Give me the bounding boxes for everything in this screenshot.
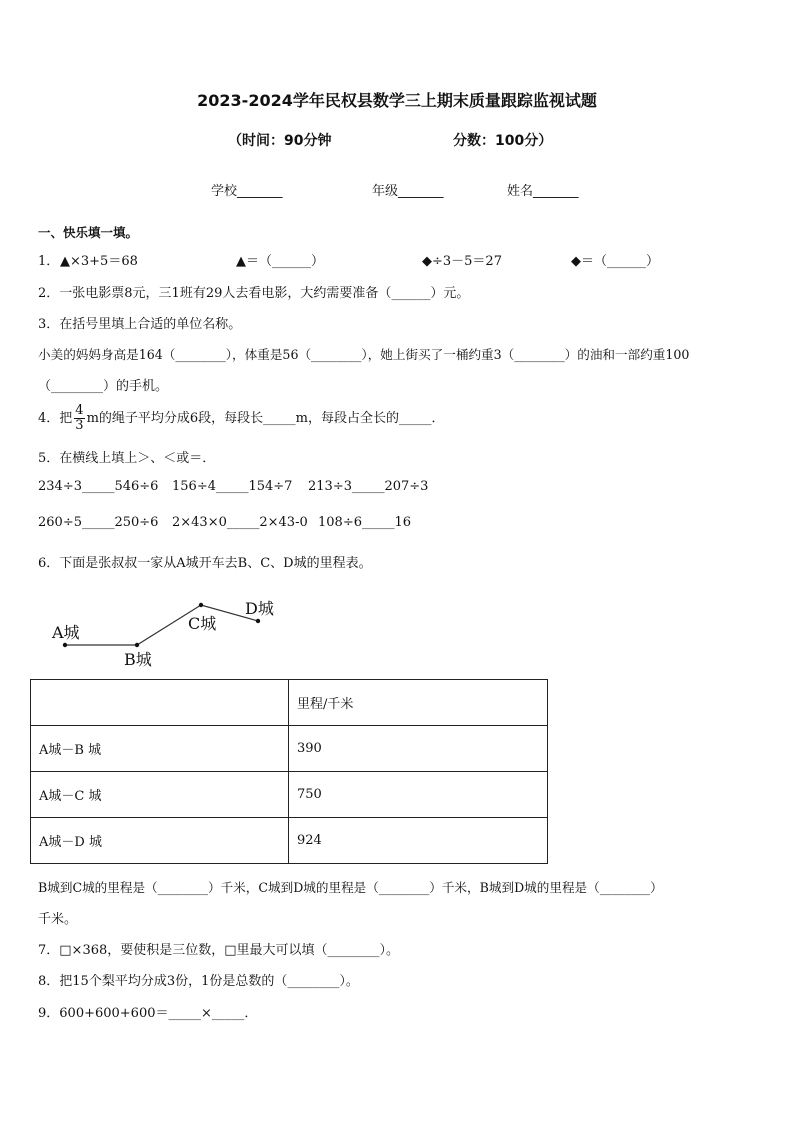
question-9: 9．600+600+600＝_____×_____． — [38, 1006, 258, 1021]
fraction-denominator: 3 — [75, 418, 84, 433]
table-cell-distance: 390 — [289, 726, 548, 772]
city-d-point — [256, 619, 260, 623]
question-1-number: 1． — [38, 254, 60, 269]
city-b-point — [135, 643, 139, 647]
school-field: 学校_______ — [211, 184, 283, 199]
question-7: 7．□×368，要使积是三位数，□里最大可以填（________）。 — [38, 943, 400, 958]
section-heading: 一、快乐填一填。 — [38, 225, 139, 240]
question-1-equation-b: ◆÷3－5＝27 — [422, 254, 502, 269]
question-4-prefix: 4．把 — [38, 411, 73, 426]
question-4 — [38, 404, 445, 433]
comparison-2: 156÷4_____154÷7 — [172, 479, 293, 494]
grade-field: 年级_______ — [372, 184, 444, 199]
question-8: 8．把15个梨平均分成3份，1份是总数的（________）。 — [38, 974, 359, 989]
question-6-answer-line-2: 千米。 — [38, 912, 78, 927]
city-a-point — [63, 643, 67, 647]
table-row — [31, 818, 548, 864]
question-3: 3．在括号里填上合适的单位名称。 — [38, 317, 242, 332]
table-cell-route: A城－D 城 — [31, 818, 289, 864]
question-6-answer-line-1: B城到C城的里程是（________）千米，C城到D城的里程是（________）千米，B城到D城的里程是（________） — [38, 880, 663, 895]
question-4-suffix: m的绳子平均分成6段，每段长_____m，每段占全长的_____． — [86, 411, 445, 426]
page-title: 2023-2024学年民权县数学三上期末质量跟踪监视试题 — [197, 91, 597, 110]
city-c-point — [199, 603, 203, 607]
table-row — [31, 726, 548, 772]
question-6: 6．下面是张叔叔一家从A城开车去B、C、D城的里程表。 — [38, 556, 372, 571]
comparison-1: 234÷3_____546÷6 — [38, 479, 159, 494]
route-line — [65, 605, 258, 645]
fraction — [74, 404, 84, 433]
table-header-row — [31, 680, 548, 726]
fraction-numerator: 4 — [75, 403, 84, 418]
city-a-label: A城 — [52, 623, 80, 642]
table-cell-route: A城－C 城 — [31, 772, 289, 818]
table-header-cell: 里程/千米 — [289, 680, 548, 726]
route-map — [40, 590, 300, 672]
city-b-label: B城 — [124, 650, 152, 669]
question-1-equation-a: ▲×3+5＝68 — [60, 254, 138, 269]
table-cell-distance: 750 — [289, 772, 548, 818]
city-c-label: C城 — [188, 614, 217, 633]
table-row — [31, 772, 548, 818]
city-d-label: D城 — [245, 599, 274, 618]
comparison-6: 108÷6_____16 — [318, 515, 412, 530]
question-1-answer-a: ▲＝（______） — [236, 254, 324, 269]
question-2: 2．一张电影票8元，三1班有29人去看电影，大约需要准备（______）元。 — [38, 286, 470, 301]
table-cell-route: A城－B 城 — [31, 726, 289, 772]
name-field: 姓名_______ — [507, 184, 579, 199]
question-1-answer-b: ◆＝（______） — [571, 254, 659, 269]
comparison-3: 213÷3_____207÷3 — [308, 479, 429, 494]
comparison-5: 2×43×0_____2×43-0 — [172, 515, 308, 530]
table-header-cell — [31, 680, 289, 726]
question-3-line-1: 小美的妈妈身高是164（________），体重是56（________），她上街买了一桶约重3（________）的油和一部约重100 — [38, 347, 690, 362]
exam-time: （时间：90分钟 — [228, 133, 332, 149]
question-5: 5．在横线上填上＞、＜或＝． — [38, 451, 216, 466]
question-3-line-2: （________）的手机。 — [38, 379, 169, 394]
exam-score: 分数：100分） — [453, 133, 553, 149]
mileage-table — [30, 679, 548, 864]
table-cell-distance: 924 — [289, 818, 548, 864]
comparison-4: 260÷5_____250÷6 — [38, 515, 159, 530]
